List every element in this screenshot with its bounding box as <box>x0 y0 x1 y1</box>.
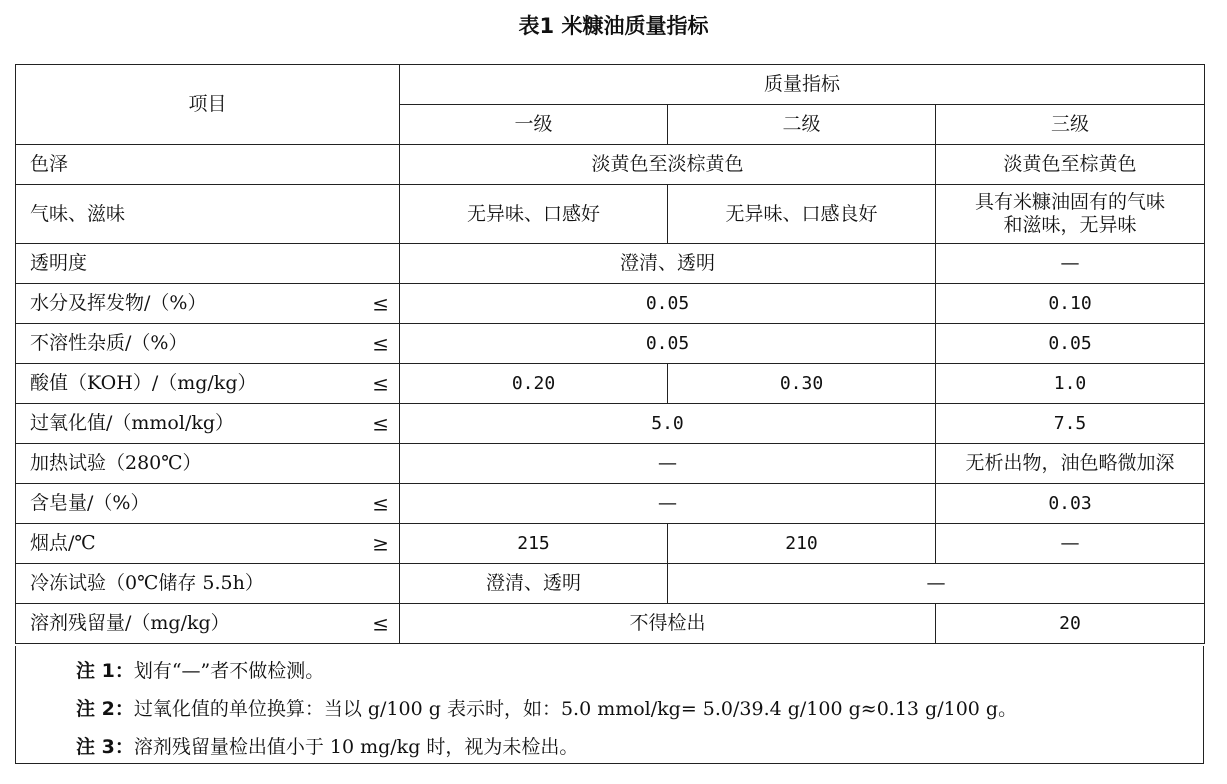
comparison-symbol: ≥ <box>372 531 389 555</box>
header-grade1: 一级 <box>400 105 668 145</box>
comparison-symbol: ≤ <box>372 611 389 635</box>
row-value-grade12: — <box>400 484 936 524</box>
note-3 <box>76 728 1203 766</box>
row-value-grade3: 0.03 <box>936 484 1205 524</box>
row-value-grade12: — <box>400 444 936 484</box>
row-item-cell <box>16 404 400 444</box>
table-row <box>16 484 1205 524</box>
row-value-grade3: 0.10 <box>936 284 1205 324</box>
row-item-cell <box>16 604 400 644</box>
row-value-grade12: 澄清、透明 <box>400 244 936 284</box>
note-label: 注 3： <box>76 736 134 758</box>
row-value-grade3 <box>936 185 1205 244</box>
row-value-grade12: 5.0 <box>400 404 936 444</box>
comparison-symbol: ≤ <box>372 291 389 315</box>
row-value-grade1: 澄清、透明 <box>400 564 668 604</box>
row-value-grade3: 无析出物，油色略微加深 <box>936 444 1205 484</box>
table-row <box>16 404 1205 444</box>
table-row <box>16 185 1205 244</box>
row-value-grade2: 无异味、口感良好 <box>668 185 936 244</box>
note-label: 注 2： <box>76 698 134 720</box>
row-item-cell <box>16 284 400 324</box>
header-item: 项目 <box>16 65 400 145</box>
row-value-grade3: 7.5 <box>936 404 1205 444</box>
row-value-grade3: 1.0 <box>936 364 1205 404</box>
table-row <box>16 284 1205 324</box>
row-item-label: 不溶性杂质/（%） <box>30 332 188 354</box>
row-value-grade1: 215 <box>400 524 668 564</box>
note-1 <box>76 652 1203 690</box>
table-row <box>16 364 1205 404</box>
row-value-grade3: 淡黄色至棕黄色 <box>936 145 1205 185</box>
row-item-label: 酸值（KOH）/（mg/kg） <box>30 372 257 394</box>
table-row <box>16 524 1205 564</box>
row-item-label: 水分及挥发物/（%） <box>30 292 207 314</box>
row-value-grade12: 不得检出 <box>400 604 936 644</box>
row-value-grade3: 20 <box>936 604 1205 644</box>
row-item-cell <box>16 524 400 564</box>
row-item-label: 色泽 <box>16 145 400 185</box>
table-row <box>16 324 1205 364</box>
row-item-label: 溶剂残留量/（mg/kg） <box>30 612 230 634</box>
row-value-grade1: 无异味、口感好 <box>400 185 668 244</box>
row-value-grade2: 0.30 <box>668 364 936 404</box>
table-row <box>16 145 1205 185</box>
table-row <box>16 244 1205 284</box>
table-row <box>16 444 1205 484</box>
note-text: 过氧化值的单位换算：当以 g/100 g 表示时，如：5.0 mmol/kg= 5.0/39.4 g/100 g≈0.13 g/100 g。 <box>133 698 1018 720</box>
row-value-grade3: — <box>936 244 1205 284</box>
row-value-grade23: — <box>668 564 1205 604</box>
row-item-label: 气味、滋味 <box>16 185 400 244</box>
row-value-grade3: — <box>936 524 1205 564</box>
note-label: 注 1： <box>76 660 134 682</box>
row-value-grade3-line1: 具有米糠油固有的气味 <box>974 191 1165 213</box>
note-text: 溶剂残留量检出值小于 10 mg/kg 时，视为未检出。 <box>133 736 579 758</box>
quality-spec-table <box>15 64 1205 644</box>
header-row <box>16 65 1205 105</box>
comparison-symbol: ≤ <box>372 411 389 435</box>
row-value-grade2: 210 <box>668 524 936 564</box>
row-item-label: 冷冻试验（0℃储存 5.5h） <box>16 564 400 604</box>
table-title: 表1 米糠油质量指标 <box>518 14 709 38</box>
header-quality: 质量指标 <box>400 65 1205 105</box>
row-item-label: 烟点/℃ <box>30 532 96 554</box>
row-item-cell <box>16 484 400 524</box>
note-text: 划有“—”者不做检测。 <box>133 660 325 682</box>
row-item-label: 加热试验（280℃） <box>16 444 400 484</box>
header-grade3: 三级 <box>936 105 1205 145</box>
note-2 <box>76 690 1203 728</box>
row-value-grade12: 0.05 <box>400 324 936 364</box>
row-value-grade12: 0.05 <box>400 284 936 324</box>
row-item-label: 透明度 <box>16 244 400 284</box>
row-item-label: 含皂量/（%） <box>30 492 150 514</box>
table-notes <box>15 646 1204 764</box>
row-item-cell <box>16 324 400 364</box>
comparison-symbol: ≤ <box>372 491 389 515</box>
table-row <box>16 564 1205 604</box>
comparison-symbol: ≤ <box>372 371 389 395</box>
table-row <box>16 604 1205 644</box>
row-value-grade1: 0.20 <box>400 364 668 404</box>
row-value-grade3: 0.05 <box>936 324 1205 364</box>
row-value-grade3-line2: 和滋味，无异味 <box>1003 214 1137 236</box>
row-value-grade12: 淡黄色至淡棕黄色 <box>400 145 936 185</box>
header-grade2: 二级 <box>668 105 936 145</box>
comparison-symbol: ≤ <box>372 331 389 355</box>
row-item-label: 过氧化值/（mmol/kg） <box>30 412 235 434</box>
row-item-cell <box>16 364 400 404</box>
